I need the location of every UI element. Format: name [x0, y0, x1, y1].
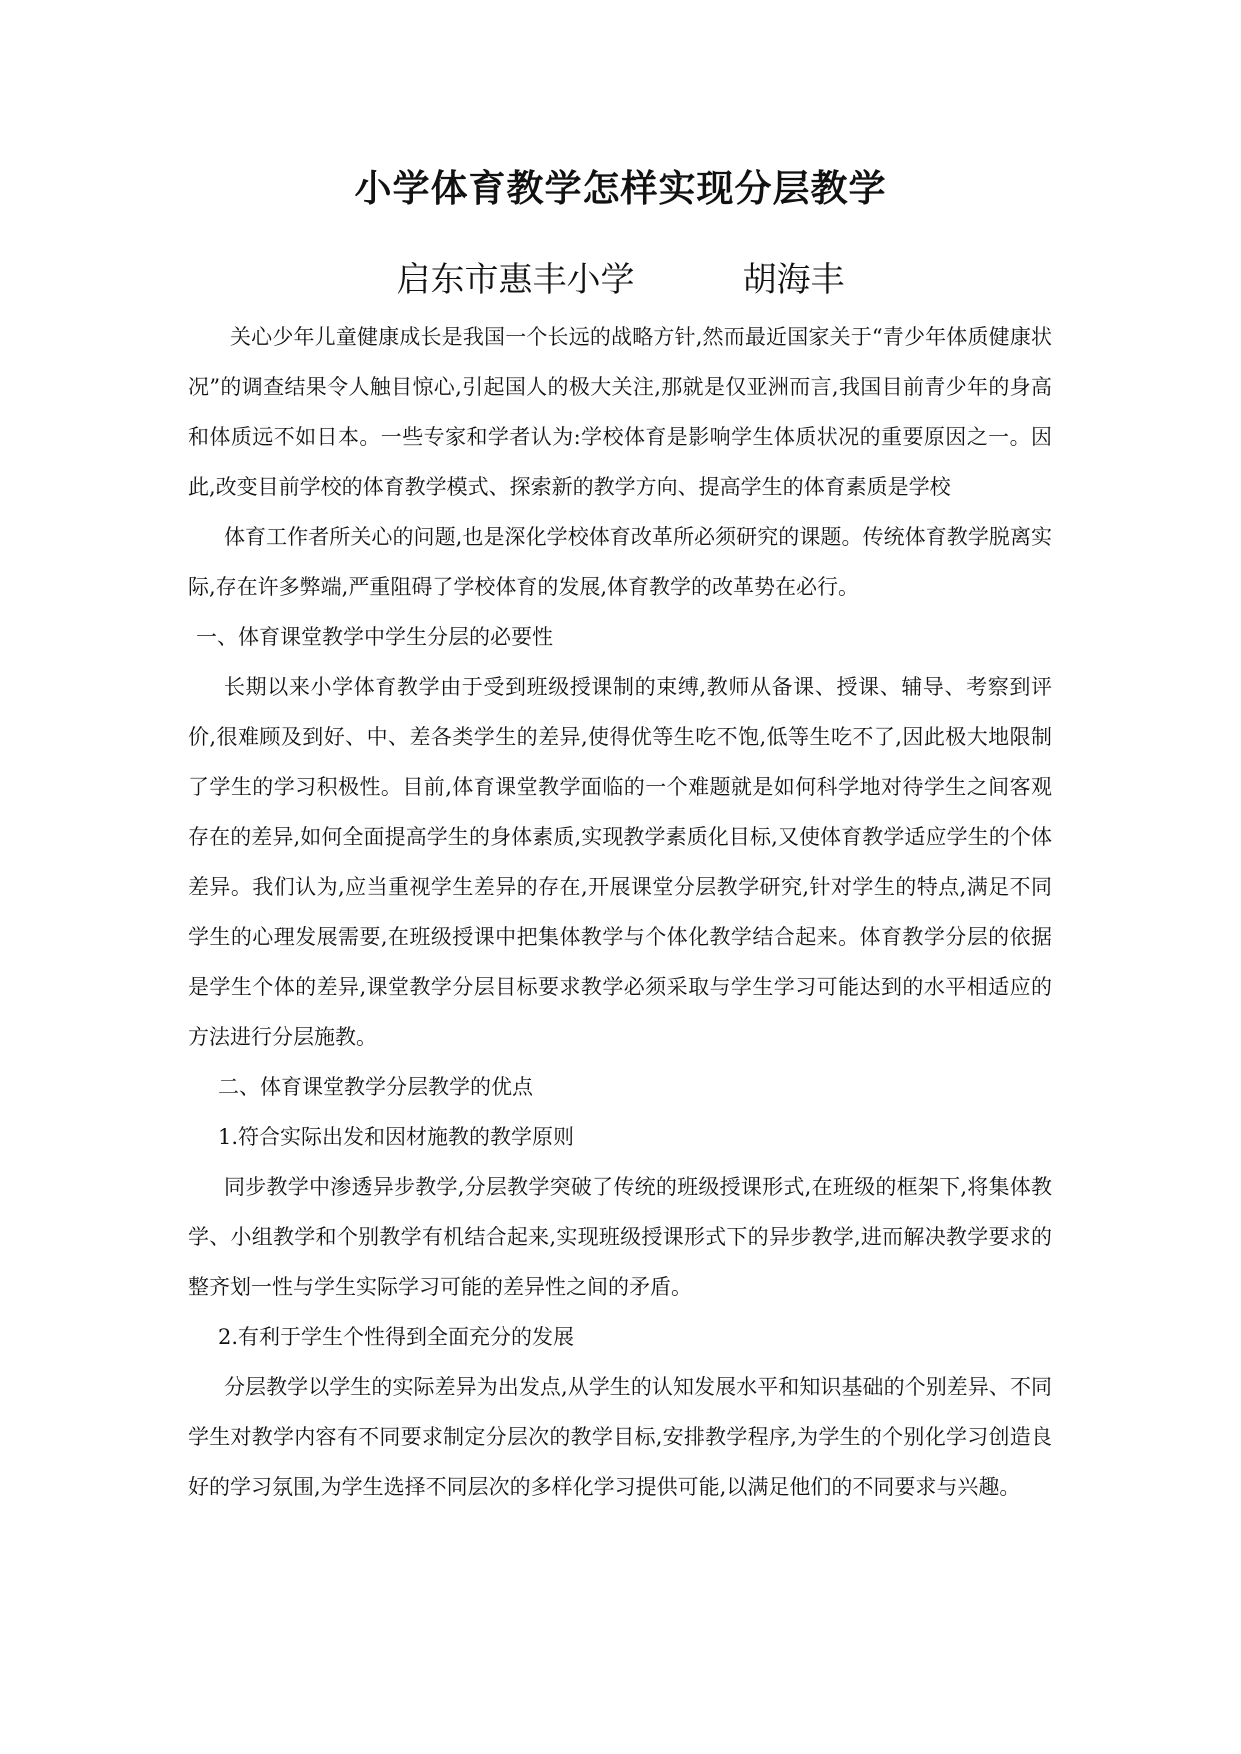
- byline: [0, 252, 1241, 301]
- paragraph-subsection-1: 同步教学中渗透异步教学,分层教学突破了传统的班级授课形式,在班级的框架下,将集体教学、小组教学和个别教学有机结合起来,实现班级授课形式下的异步教学,进而解决教学要求的整齐划一性与学生实际学习可能的差异性之间的矛盾。: [188, 1175, 1052, 1299]
- paragraph-subsection-2: 分层教学以学生的实际差异为出发点,从学生的认知发展水平和知识基础的个别差异、不同学生对教学内容有不同要求制定分层次的教学目标,安排教学程序,为学生的个别化学习创造良好的学习氛围,为学生选择不同层次的多样化学习提供可能,以满足他们的不同要求与兴趣。: [188, 1375, 1052, 1499]
- author-name: 胡海丰: [742, 260, 845, 300]
- subsection-heading-2: 2.有利于学生个性得到全面充分的发展: [218, 1325, 575, 1349]
- subsection-heading-1: 1.符合实际出发和因材施教的教学原则: [218, 1125, 575, 1149]
- document-title: 小学体育教学怎样实现分层教学: [354, 166, 887, 210]
- paragraph-section-1: 长期以来小学体育教学由于受到班级授课制的束缚,教师从备课、授课、辅导、考察到评价,很难顾及到好、中、差各类学生的差异,使得优等生吃不饱,低等生吃不了,因此极大地限制了学生的学习积极性。目前,体育课堂教学面临的一个难题就是如何科学地对待学生之间客观存在的差异,如何全面提高学生的身体素质,实现教学素质化目标,又使体育教学适应学生的个体差异。我们认为,应当重视学生差异的存在,开展课堂分层教学研究,针对学生的特点,满足不同学生的心理发展需要,在班级授课中把集体教学与个体化教学结合起来。体育教学分层的依据是学生个体的差异,课堂教学分层目标要求教学必须采取与学生学习可能达到的水平相适应的方法进行分层施教。: [188, 675, 1052, 1049]
- paragraph-intro: 关心少年儿童健康成长是我国一个长远的战略方针,然而最近国家关于“青少年体质健康状况”的调查结果令人触目惊心,引起国人的极大关注,那就是仅亚洲而言,我国目前青少年的身高和体质远不如日本。一些专家和学者认为:学校体育是影响学生体质状况的重要原因之一。因此,改变目前学校的体育教学模式、探索新的教学方向、提高学生的体育素质是学校: [188, 325, 1052, 499]
- section-heading-1: 一、体育课堂教学中学生分层的必要性: [196, 625, 553, 649]
- section-heading-2: 二、体育课堂教学分层教学的优点: [218, 1075, 533, 1099]
- document-body: [188, 312, 1052, 1512]
- paragraph-intro-continued: 体育工作者所关心的问题,也是深化学校体育改革所必须研究的课题。传统体育教学脱离实际,存在许多弊端,严重阻碍了学校体育的发展,体育教学的改革势在必行。: [188, 525, 1052, 599]
- school-name: 启东市惠丰小学: [396, 260, 635, 300]
